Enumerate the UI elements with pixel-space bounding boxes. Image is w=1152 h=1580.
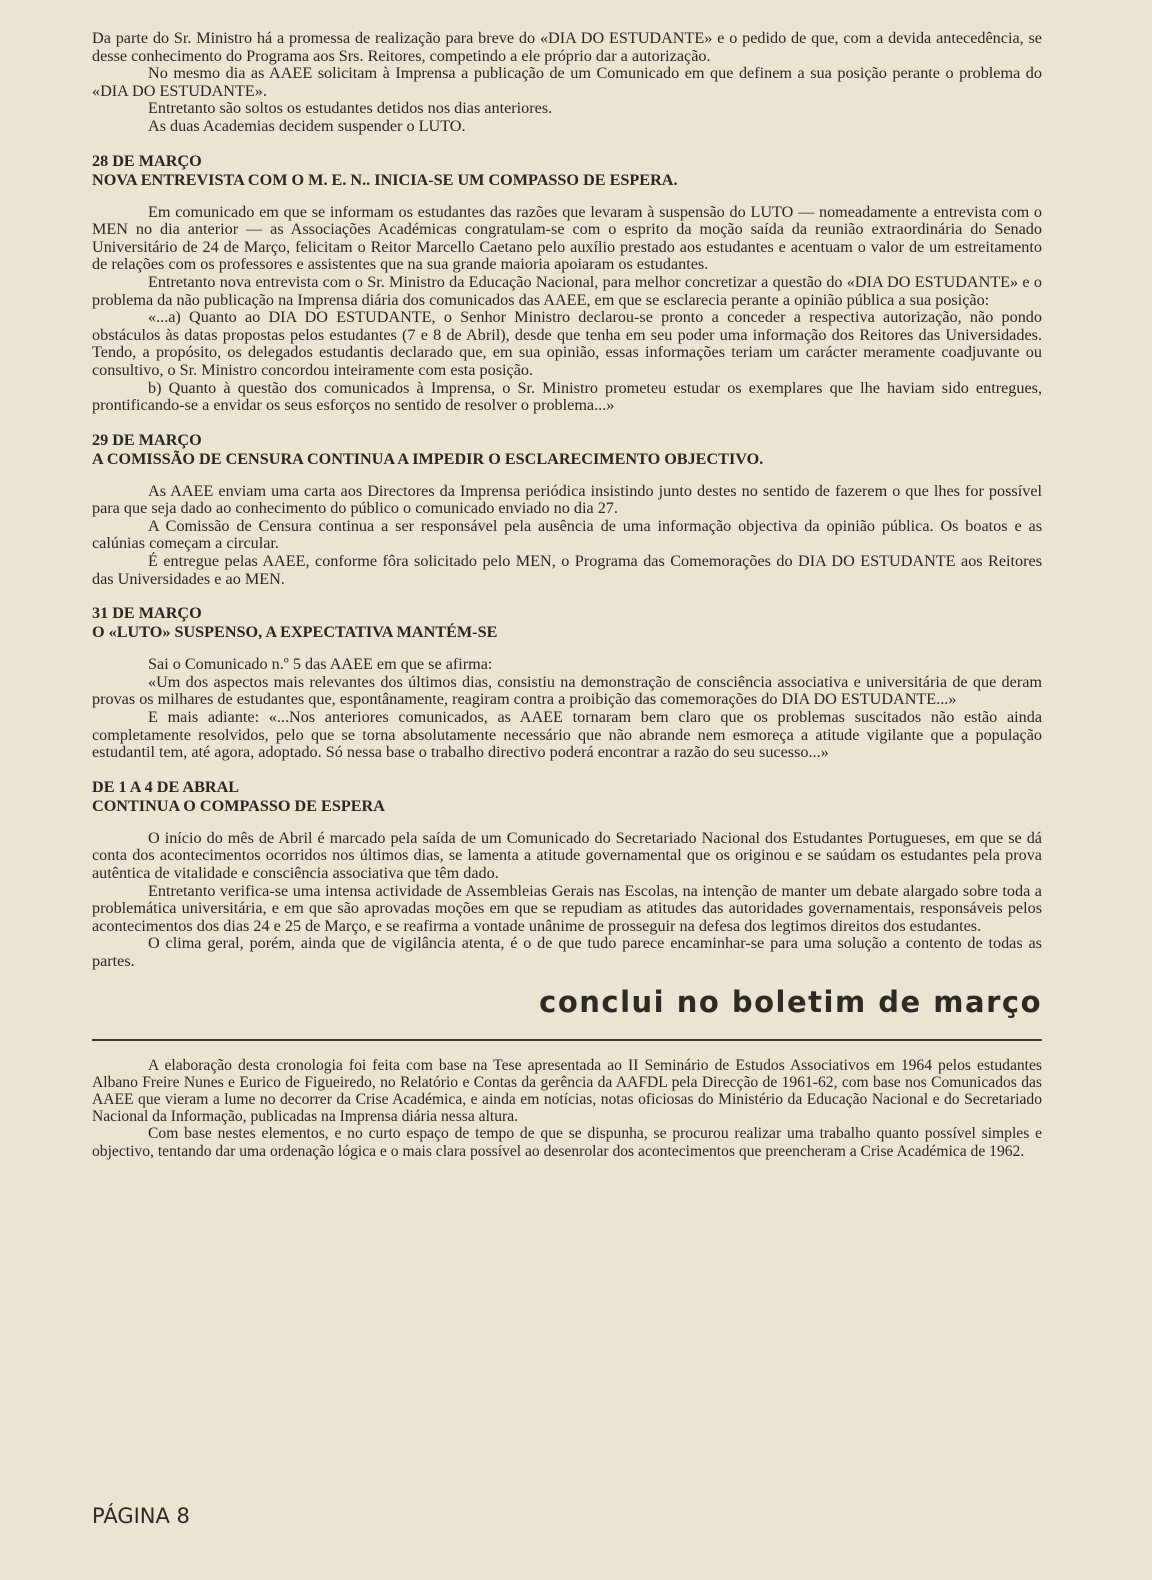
section-paragraph: «Um dos aspectos mais relevantes dos últimos dias, consistiu na demonstração de consciência associativa e universitária de que deram provas os milhares de estudantes que, espontânamente, reagiram contra a proibição das comemorações do DIA DO ESTUDANTE...» — [92, 672, 1042, 709]
section-paragraph: As AAEE enviam uma carta aos Directores da Imprensa periódica insistindo junto destes no sentido de fazerem o que lhes for possível para que seja dado ao conhecimento do público o comunicado enviado no dia 27. — [92, 481, 1042, 518]
section-1-a-4-abril — [92, 778, 1042, 971]
footnote-block — [92, 1057, 1042, 1160]
section-date: DE 1 A 4 DE ABRAL — [92, 777, 240, 796]
intro-paragraph: Entretanto são soltos os estudantes detidos nos dias anteriores. — [148, 99, 553, 118]
section-paragraph: Entretanto verifica-se uma intensa actividade de Assembleias Gerais nas Escolas, na intenção de manter um debate alargado sobre toda a problemática universitária, e em que são aprovadas moções em que se repudiam as atitudes das autoridades governamentais, responsáveis pelos acontecimentos dos dias 24 e 25 de Março, e se reafirma a vontade unânime de prosseguir na defesa dos legtimos direitos dos estudantes. — [92, 881, 1042, 935]
section-paragraph: b) Quanto à questão dos comunicados à Imprensa, o Sr. Ministro prometeu estudar os exemplares que lhe haviam sido entregues, prontificando-se a envidar os seus esforços no sentido de resolver o problema...» — [92, 378, 1042, 415]
intro-paragraph: No mesmo dia as AAEE solicitam à Imprensa a publicação de um Comunicado em que definem a sua posição perante o problema do «DIA DO ESTUDANTE». — [92, 64, 1042, 100]
section-paragraph: Entretanto nova entrevista com o Sr. Ministro da Educação Nacional, para melhor concretizar a questão do «DIA DO ESTUDANTE» e o problema da não publicação na Imprensa diária dos comunicados das AAEE, em que se esclarecia perante a opinião pública a sua posição: — [92, 272, 1042, 309]
section-28-marco — [92, 152, 1042, 415]
section-paragraph: Sai o Comunicado n.º 5 das AAEE em que se afirma: — [148, 655, 493, 674]
section-title: O «LUTO» SUSPENSO, A EXPECTATIVA MANTÉM-SE — [92, 623, 498, 642]
section-paragraph: O clima geral, porém, ainda que de vigilância atenta, é o de que tudo parece encaminhar-se para uma solução a contento de todas as partes. — [92, 934, 1042, 970]
section-31-marco — [92, 604, 1042, 762]
section-title: A COMISSÃO DE CENSURA CONTINUA A IMPEDIR O ESCLARECIMENTO OBJECTIVO. — [92, 449, 764, 468]
section-title: NOVA ENTREVISTA COM O M. E. N.. INICIA-SE UM COMPASSO DE ESPERA. — [92, 170, 678, 189]
section-date: 29 DE MARÇO — [92, 430, 202, 449]
section-title: CONTINUA O COMPASSO DE ESPERA — [92, 796, 385, 815]
page-number: PÁGINA 8 — [92, 1504, 190, 1528]
section-date: 31 DE MARÇO — [92, 604, 202, 623]
intro-paragraph: As duas Academias decidem suspender o LUTO. — [148, 116, 466, 135]
section-paragraph: Em comunicado em que se informam os estudantes das razões que levaram à suspensão do LUTO — nomeadamente a entrevista com o MEN no dia anterior — as Associações Académicas congratulam-se com o esprito da moção saída da reunião extraordinária do Senado Universitário de 24 de Março, felicitam o Reitor Marcello Caetano pelo auxílio prestado aos estudantes e acentuam o valor de um estreitamento de relações com os professores e assistentes que na sua grande maioria apoiaram os estudantes. — [92, 202, 1042, 274]
section-body — [92, 204, 1042, 415]
section-29-marco — [92, 431, 1042, 589]
section-paragraph: É entregue pelas AAEE, conforme fôra solicitado pelo MEN, o Programa das Comemorações do DIA DO ESTUDANTE aos Reitores das Universidades e ao MEN. — [92, 552, 1042, 588]
section-date: 28 DE MARÇO — [92, 151, 202, 170]
footnote-divider — [92, 1039, 1042, 1041]
section-body — [92, 483, 1042, 589]
intro-paragraph: Da parte do Sr. Ministro há a promessa de realização para breve do «DIA DO ESTUDANTE» e o pedido de que, com a devida antecedência, se desse conhecimento do Programa aos Srs. Reitores, competindo a ele próprio dar a autorização. — [92, 29, 1042, 65]
continuation-note: conclui no boletim de março — [539, 984, 1042, 1019]
section-paragraph: E mais adiante: «...Nos anteriores comunicados, as AAEE tornaram bem claro que os problemas suscitados não estão ainda completamente resolvidos, pelo que se torna absolutamente necessário que não abrande nem esmoreça a atitude vigilante que a população estudantil tem, até agora, adoptado. Só nessa base o trabalho directivo poderá encontrar a razão do seu sucesso...» — [92, 708, 1042, 762]
section-body — [92, 656, 1042, 762]
section-body — [92, 830, 1042, 971]
section-paragraph: «...a) Quanto ao DIA DO ESTUDANTE, o Senhor Ministro declarou-se pronto a conceder a respectiva autorização, não pondo obstáculos às datas propostas pelos estudantes (7 e 8 de Abril), desde que tenha em seu poder uma informação dos Reitores das Universidades. Tendo, a propósito, os delegados estudantis declarado que, em sua opinião, essas informações teriam um carácter meramente coadjuvante ou consultivo, o Sr. Ministro concordou inteiramente com esta posição. — [92, 308, 1042, 379]
section-paragraph: O início do mês de Abril é marcado pela saída de um Comunicado do Secretariado Nacional dos Estudantes Portugueses, em que se dá conta dos acontecimentos ocorridos nos últimos dias, se lamenta a atitude governamental que os originou e se saúdam os estudantes pela prova autêntica de vitalidade e consciência associativa que têm dado. — [92, 828, 1042, 882]
intro-block — [92, 30, 1042, 136]
section-paragraph: A Comissão de Censura continua a ser responsável pela ausência de uma informação objectiva da opinião pública. Os boatos e as calúnias começam a circular. — [92, 516, 1042, 553]
footnote-paragraph: A elaboração desta cronologia foi feita com base na Tese apresentada ao II Seminário de Estudos Associativos em 1964 pelos estudantes Albano Freire Nunes e Eurico de Figueiredo, no Relatório e Contas da gerência da AAFDL pela Direcção de 1961-62, com base nos Comunicados das AAEE que vieram a lume no decorrer da Crise Académica, e ainda em notícias, notas oficiosas do Ministério da Educação Nacional e do Secretariado Nacional da Informação, publicadas na Imprensa diária nessa altura. — [92, 1056, 1042, 1126]
footnote-paragraph: Com base nestes elementos, e no curto espaço de tempo de que se dispunha, se procurou realizar uma trabalho quanto possível simples e objectivo, tentando dar uma ordenação lógica e o mais clara possível ao desenrolar dos acontecimentos que preencheram a Crise Académica de 1962. — [92, 1125, 1042, 1160]
